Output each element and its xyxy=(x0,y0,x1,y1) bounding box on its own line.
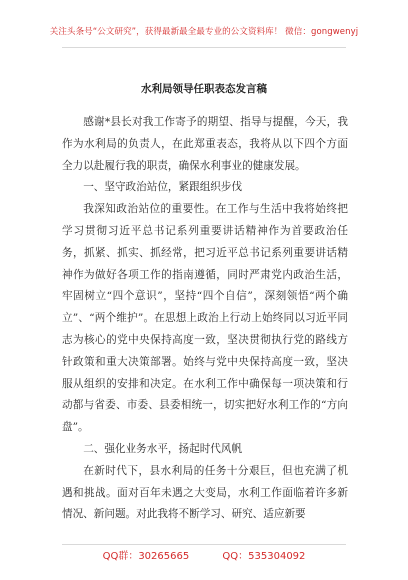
footer-divider xyxy=(62,544,346,545)
document-title: 水利局领导任职表态发言稿 xyxy=(141,83,267,95)
qq-number: QQ：535304092 xyxy=(222,551,306,562)
paragraph: 在新时代下，县水利局的任务十分艰巨，但也充满了机遇和挑战。面对百年未遇之大变局，水利工作面临着许多新情况、新问题。对此我将不断学习、研究、适应新要 xyxy=(62,464,348,521)
contact-footer xyxy=(0,547,408,562)
promo-banner: 关注头条号“公文研究”，获得最新最全最专业的公文资料库！ 微信：gongwenyj xyxy=(49,27,359,37)
document-body xyxy=(62,112,348,526)
header-divider xyxy=(62,47,346,48)
section-heading: 二、强化业务水平，扬起时代风帆 xyxy=(83,442,243,455)
section-heading: 一、坚守政治站位，紧跟组织步伐 xyxy=(83,181,243,194)
paragraph: 我深知政治站位的重要性。在工作与生活中我将始终把学习贯彻习近平总书记系列重要讲话精神作为首要政治任务，抓紧、抓实、抓经常，把习近平总书记系列重要讲话精神作为做好各项工作的指南遵循，同时严肃党内政治生活，牢固树立“四个意识”，坚持“四个自信”，深刻领悟“两个确立”、“两个维护”。在思想上政治上行动上始终同以习近平同志为核心的党中央保持高度一致，坚决贯彻执行党的路线方针政策和重大决策部署。始终与党中央保持高度一致，坚决服从组织的安排和决定。在水利工作中确保每一项决策和行动都与省委、市委、县委相统一，切实把好水利工作的“方向盘”。 xyxy=(62,203,348,434)
qq-group-number: QQ群：30265665 xyxy=(102,551,190,562)
paragraph: 感谢*县长对我工作寄予的期望、指导与提醒，今天，我作为水利局的负责人，在此郑重表态，我将从以下四个方面全力以赴履行我的职责，确保水利事业的健康发展。 xyxy=(62,116,348,172)
